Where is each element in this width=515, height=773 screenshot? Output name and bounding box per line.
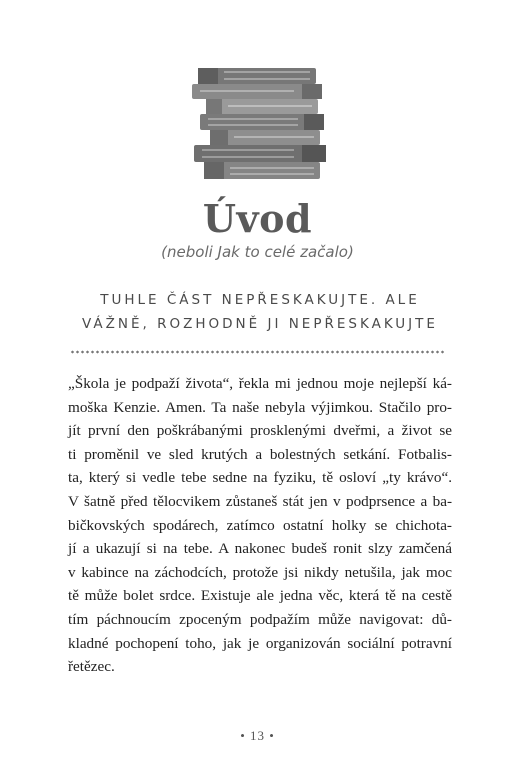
lead-line: VÁŽNĚ, ROZHODNĚ JI NEPŘESKAKUJTE: [82, 316, 438, 332]
body-line: V šatně před tělocvikem zůstaneš stát jen v podprsence a ba-: [68, 492, 452, 510]
body-line: jí a ukazují si na tebe. A nakonec budeš ronit slzy zamčená: [68, 540, 452, 558]
dotted-divider: [70, 350, 446, 354]
chapter-title: Úvod: [202, 196, 313, 241]
body-line: tím páchnoucím zpoceným podpažím může navigovat: dů-: [68, 610, 452, 628]
body-line: v kabince na záchodcích, protože jsi nikdy netušila, jak moc: [68, 563, 452, 581]
page-number: • 13 •: [240, 728, 275, 743]
body-line: „Škola je podpaží života“, řekla mi jednou moje nejlepší ká-: [68, 375, 452, 392]
body-line: tě může bolet srdce. Existuje ale jedna věc, která tě na cestě: [68, 587, 452, 605]
body-line: bičkovských spodárech, zatímco ostatní holky se chichota-: [68, 516, 452, 534]
body-line: jít první den poškrábanými prosklenými dveřmi, a život se: [68, 422, 452, 440]
body-paragraph: [68, 372, 452, 679]
body-line: moška Kenzie. Amen. Ta naše nebyla výjimkou. Stačilo pro-: [68, 398, 452, 416]
stacked-books-icon: [190, 64, 330, 184]
body-line: ta, který si vedle tebe sedne na fyziku, tě osloví „ty krávo“.: [68, 469, 452, 487]
body-line: řetězec.: [68, 658, 115, 676]
lead-text: [70, 288, 450, 336]
lead-line: TUHLE ČÁST NEPŘESKAKUJTE. ALE: [100, 292, 420, 308]
body-line: kladné pochopení toho, jak je organizován sociální potravní: [68, 634, 452, 652]
body-line: ti proměnil ve sled krutých a bolestných setkání. Fotbalis-: [68, 445, 452, 463]
chapter-subtitle: (neboli Jak to celé začalo): [161, 243, 354, 261]
